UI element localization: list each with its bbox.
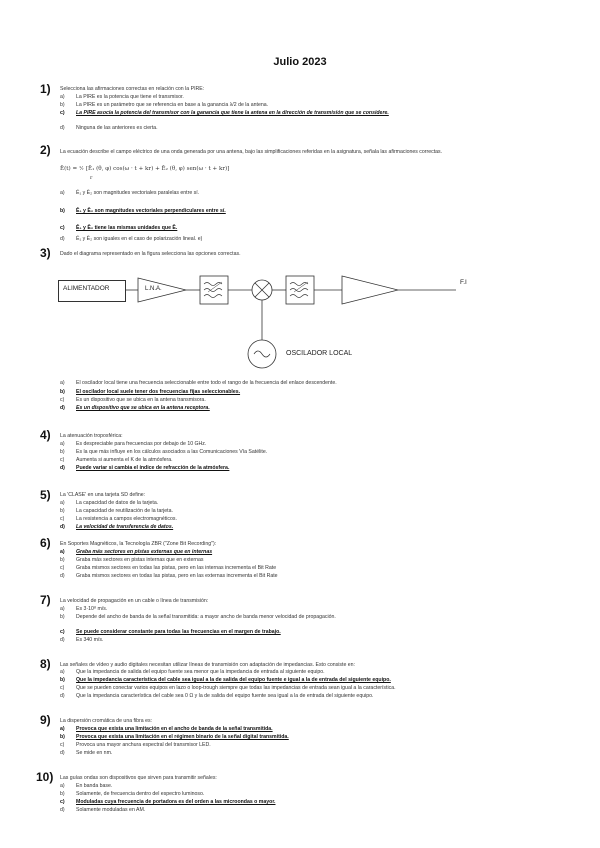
option: d) Solamente moduladas en AM. — [60, 807, 146, 813]
alimentador-label: ALIMENTADOR — [63, 285, 110, 292]
option-correct: b) Provoca que exista una limitación en el régimen binario de la señal digital transmitida. — [60, 734, 289, 740]
question-number: 4) — [40, 428, 51, 442]
option: b) Es la que más influye en los cálculos asociados a las Comunicaciones Vía Satélite. — [60, 449, 268, 455]
option: d) Ē₁ y Ē₂ son iguales en el caso de polarización lineal. e) — [60, 236, 203, 242]
option-correct: d) Es un dispositivo que se ubica en la antena receptora. — [60, 405, 210, 411]
question-text: La dispersión cromática de una fibra es: — [60, 718, 152, 724]
option-correct: c) Se puede considerar constante para todas las frecuencias en el margen de trabajo. — [60, 629, 281, 635]
option-correct: d) La velocidad de transferencia de datos. — [60, 524, 174, 530]
question-number: 7) — [40, 593, 51, 607]
option: a) Que la impedancia de salida del equipo fuente sea menor que la impedancia de entrada al siguiente equipo. — [60, 669, 325, 675]
option: b) Depende del ancho de banda de la señal transmitida: a mayor ancho de banda menor velocidad de propagación. — [60, 614, 336, 620]
question-number: 5) — [40, 488, 51, 502]
option: a) Es despreciable para frecuencias por debajo de 10 GHz. — [60, 441, 207, 447]
question-number: 9) — [40, 713, 51, 727]
option-correct: a) Graba más sectores en pistas externas que en internas — [60, 549, 213, 555]
equation-denominator: r — [90, 175, 93, 181]
option-correct: a) Provoca que exista una limitación en el ancho de banda de la señal transmitida. — [60, 726, 273, 732]
option: a) La capacidad de datos de la tarjeta. — [60, 500, 159, 506]
question-text: En Soportes Magnéticos, la Tecnología ZBR ("Zone Bit Recording"): — [60, 541, 217, 547]
question-number: 10) — [36, 770, 54, 784]
amplifier-triangle — [342, 276, 398, 304]
question-text: Dado el diagrama representado en la figura selecciona las opciones correctas. — [60, 251, 241, 257]
option: c) Aumenta si aumenta el K de la atmósfera. — [60, 457, 173, 463]
question-text: Las señales de vídeo y audio digitales necesitan utilizar líneas de transmisión con adaptación de impedancias. Esto consiste en: — [60, 662, 356, 668]
block-diagram — [58, 268, 478, 383]
question-text: La 'CLASE' en una tarjeta SD define: — [60, 492, 146, 498]
question-number: 1) — [40, 82, 51, 96]
option: b) Graba más sectores en pistas internas que en externas — [60, 557, 204, 563]
option: c) Provoca una mayor anchura espectral del transmisor LED. — [60, 742, 211, 748]
option-correct: d) Puede variar si cambia el índice de refracción de la atmósfera. — [60, 465, 230, 471]
option: d) Que la impedancia característica del cable sea 0 Ω y la de salida del equipo fuente sea igual a la de entrada del siguiente equipo. — [60, 693, 374, 699]
option-correct: c) Moduladas cuya frecuencia de portadora es del orden a las microondas o mayor. — [60, 799, 276, 805]
option-correct: b) Que la impedancia característica del cable sea igual a la de salida del equipo fuente e igual a la de entrada del siguiente equipo. — [60, 677, 391, 683]
question-text: La velocidad de propagación en un cable o línea de transmisión: — [60, 598, 209, 604]
option-correct: c) La PIRE asocia la potencia del transmisor con la ganancia que tiene la antena en la dirección de transmisión que se considere. — [60, 110, 389, 116]
option-correct: b) El oscilador local suele tener dos frecuencias fijas seleccionables. — [60, 389, 241, 395]
question-number: 2) — [40, 143, 51, 157]
equation: Ē(t) = ¹⁄ᵣ [Ē₁ (θ, φ) cos(ω · t + kr) + Ē₂ (θ, φ) sen(ω · t + kr)] — [60, 166, 230, 172]
lna-label: L.N.A. — [145, 286, 162, 292]
option: c) Es un dispositivo que se ubica en la antena transmisora. — [60, 397, 206, 403]
question-text: La atenuación troposférica: — [60, 433, 123, 439]
option: c) La resistencia a campos electromagnéticos. — [60, 516, 177, 522]
option: b) Solamente, de frecuencia dentro del espectro luminoso. — [60, 791, 205, 797]
fi-label: F.I — [460, 279, 467, 286]
question-text: Las guías ondas son dispositivos que sirven para transmitir señales: — [60, 775, 217, 781]
question-number: 6) — [40, 536, 51, 550]
option: b) La PIRE es un parámetro que se referencia en base a la ganancia λ/2 de la antena. — [60, 102, 269, 108]
question-text: La ecuación describe el campo eléctrico de una onda generada por una antena, bajo las simplificaciones referidas en la asignatura, señala las afirmaciones correctas. — [60, 149, 443, 155]
option-correct: b) Ē₁ y Ē₂ son magnitudes vectoriales perpendiculares entre sí. — [60, 208, 226, 214]
option: d) Graba mismos sectores en todas las pistas, pero en las externas incrementa el Bit Rate — [60, 573, 278, 579]
option: a) La PIRE es la potencia que tiene el transmisor. — [60, 94, 184, 100]
option: a) Ē₁ y Ē₂ son magnitudes vectoriales paralelas entre sí. — [60, 190, 200, 196]
option: d) Se mide en nm. — [60, 750, 113, 756]
question-number: 3) — [40, 246, 51, 260]
option: b) La capacidad de reutilización de la tarjeta. — [60, 508, 173, 514]
option-correct: c) Ē₁ y Ē₂ tiene las mismas unidades que Ē. — [60, 225, 178, 231]
option: c) Que se pueden conectar varios equipos en lazo o loop-trough siempre que todas las impedancias de entrada sean igual a la característica. — [60, 685, 396, 691]
page-title: Julio 2023 — [273, 56, 327, 68]
question-text: Selecciona las afirmaciones correctas en relación con la PIRE: — [60, 86, 205, 92]
option: a) Es 3·10⁸ m/s. — [60, 606, 108, 612]
option: a) El oscilador local tiene una frecuencia seleccionable entre todo el rango de la frecuencia del enlace descendente. — [60, 380, 337, 386]
option: d) Es 340 m/s. — [60, 637, 104, 643]
question-number: 8) — [40, 657, 51, 671]
option: d) Ninguna de las anteriores es cierta. — [60, 125, 158, 131]
oscilador-label: OSCILADOR LOCAL — [286, 350, 353, 357]
option: c) Graba mismos sectores en todas las pistas, pero en las internas incrementa el Bit Rate — [60, 565, 277, 571]
option: a) En banda base. — [60, 783, 113, 789]
